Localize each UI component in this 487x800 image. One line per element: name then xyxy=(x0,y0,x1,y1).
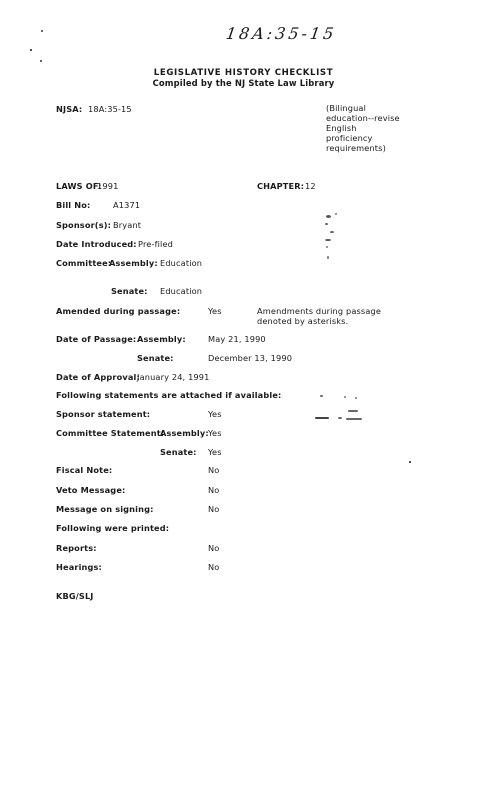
following-attached-heading: Following statements are attached if available: xyxy=(56,390,282,400)
amended-note: denoted by asterisks. xyxy=(257,316,349,326)
document-subtitle: Compiled by the NJ State Law Library xyxy=(152,78,335,88)
committee-statement-label: Committee Statement: xyxy=(56,428,165,438)
stamp-mark xyxy=(326,246,328,248)
message-on-signing-label: Message on signing: xyxy=(56,504,154,514)
stamp-mark xyxy=(344,396,346,398)
passage-senate-label: Senate: xyxy=(137,353,174,363)
amended-note: Amendments during passage xyxy=(257,306,382,316)
fiscal-note-value: No xyxy=(208,465,220,475)
committee-statement-assembly-value: Yes xyxy=(208,428,222,438)
committee-label: Committee: xyxy=(56,258,112,268)
veto-message-label: Veto Message: xyxy=(56,485,126,495)
stamp-mark xyxy=(327,256,329,259)
stamp-mark xyxy=(335,213,337,215)
scan-mark xyxy=(41,30,43,32)
document-title: LEGISLATIVE HISTORY CHECKLIST xyxy=(153,68,334,78)
stamp-mark xyxy=(325,223,328,225)
sponsors-value: Bryant xyxy=(113,220,142,230)
chapter-label: CHAPTER: xyxy=(257,181,305,191)
stamp-mark xyxy=(330,231,334,233)
committee-statement-senate-label: Senate: xyxy=(160,447,197,457)
stamp-mark xyxy=(315,417,329,419)
veto-message-value: No xyxy=(208,485,220,495)
stamp-mark xyxy=(348,410,358,412)
committee-statement-senate-value: Yes xyxy=(208,447,222,457)
amended-label: Amended during passage: xyxy=(56,306,181,316)
hearings-label: Hearings: xyxy=(56,562,102,572)
laws-of-label: LAWS OF: xyxy=(56,181,102,191)
description-line: requirements) xyxy=(326,143,386,153)
description-line: English xyxy=(326,123,357,133)
sponsor-statement-label: Sponsor statement: xyxy=(56,409,151,419)
stamp-mark xyxy=(320,395,323,397)
bill-no-label: Bill No: xyxy=(56,200,91,210)
date-of-approval-label: Date of Approval: xyxy=(56,372,140,382)
sponsor-statement-value: Yes xyxy=(208,409,222,419)
committee-senate-label: Senate: xyxy=(111,286,148,296)
stamp-mark xyxy=(338,417,342,419)
handwritten-reference: 18A:35-15 xyxy=(224,24,338,43)
date-introduced-label: Date Introduced: xyxy=(56,239,137,249)
passage-senate-value: December 13, 1990 xyxy=(208,353,293,363)
scan-mark xyxy=(30,49,32,51)
message-on-signing-value: No xyxy=(208,504,220,514)
committee-assembly-value: Education xyxy=(160,258,203,268)
stamp-mark xyxy=(355,397,357,399)
sponsors-label: Sponsor(s): xyxy=(56,220,112,230)
laws-of-value: 1991 xyxy=(97,181,119,191)
njsa-value: 18A:35-15 xyxy=(88,104,132,114)
committee-statement-assembly-label: Assembly: xyxy=(160,428,209,438)
fiscal-note-label: Fiscal Note: xyxy=(56,465,113,475)
initials: KBG/SLJ xyxy=(56,591,94,601)
passage-assembly-value: May 21, 1990 xyxy=(208,334,266,344)
scan-mark xyxy=(409,461,411,463)
following-printed-heading: Following were printed: xyxy=(56,523,170,533)
committee-senate-value: Education xyxy=(160,286,203,296)
description-line: education--revise xyxy=(326,113,400,123)
reports-label: Reports: xyxy=(56,543,97,553)
stamp-mark xyxy=(326,215,331,218)
description-line: proficiency xyxy=(326,133,373,143)
bill-no-value: A1371 xyxy=(113,200,141,210)
date-of-passage-label: Date of Passage: xyxy=(56,334,137,344)
scan-mark xyxy=(40,60,42,62)
stamp-mark xyxy=(325,239,331,241)
amended-value: Yes xyxy=(208,306,222,316)
committee-assembly-label: Assembly: xyxy=(109,258,158,268)
date-of-approval-value: January 24, 1991 xyxy=(137,372,210,382)
description-line: (Bilingual xyxy=(326,103,367,113)
stamp-mark xyxy=(346,418,362,420)
chapter-value: 12 xyxy=(305,181,316,191)
passage-assembly-label: Assembly: xyxy=(137,334,186,344)
hearings-value: No xyxy=(208,562,220,572)
njsa-label: NJSA: xyxy=(56,104,83,114)
date-introduced-value: Pre-filed xyxy=(138,239,173,249)
reports-value: No xyxy=(208,543,220,553)
